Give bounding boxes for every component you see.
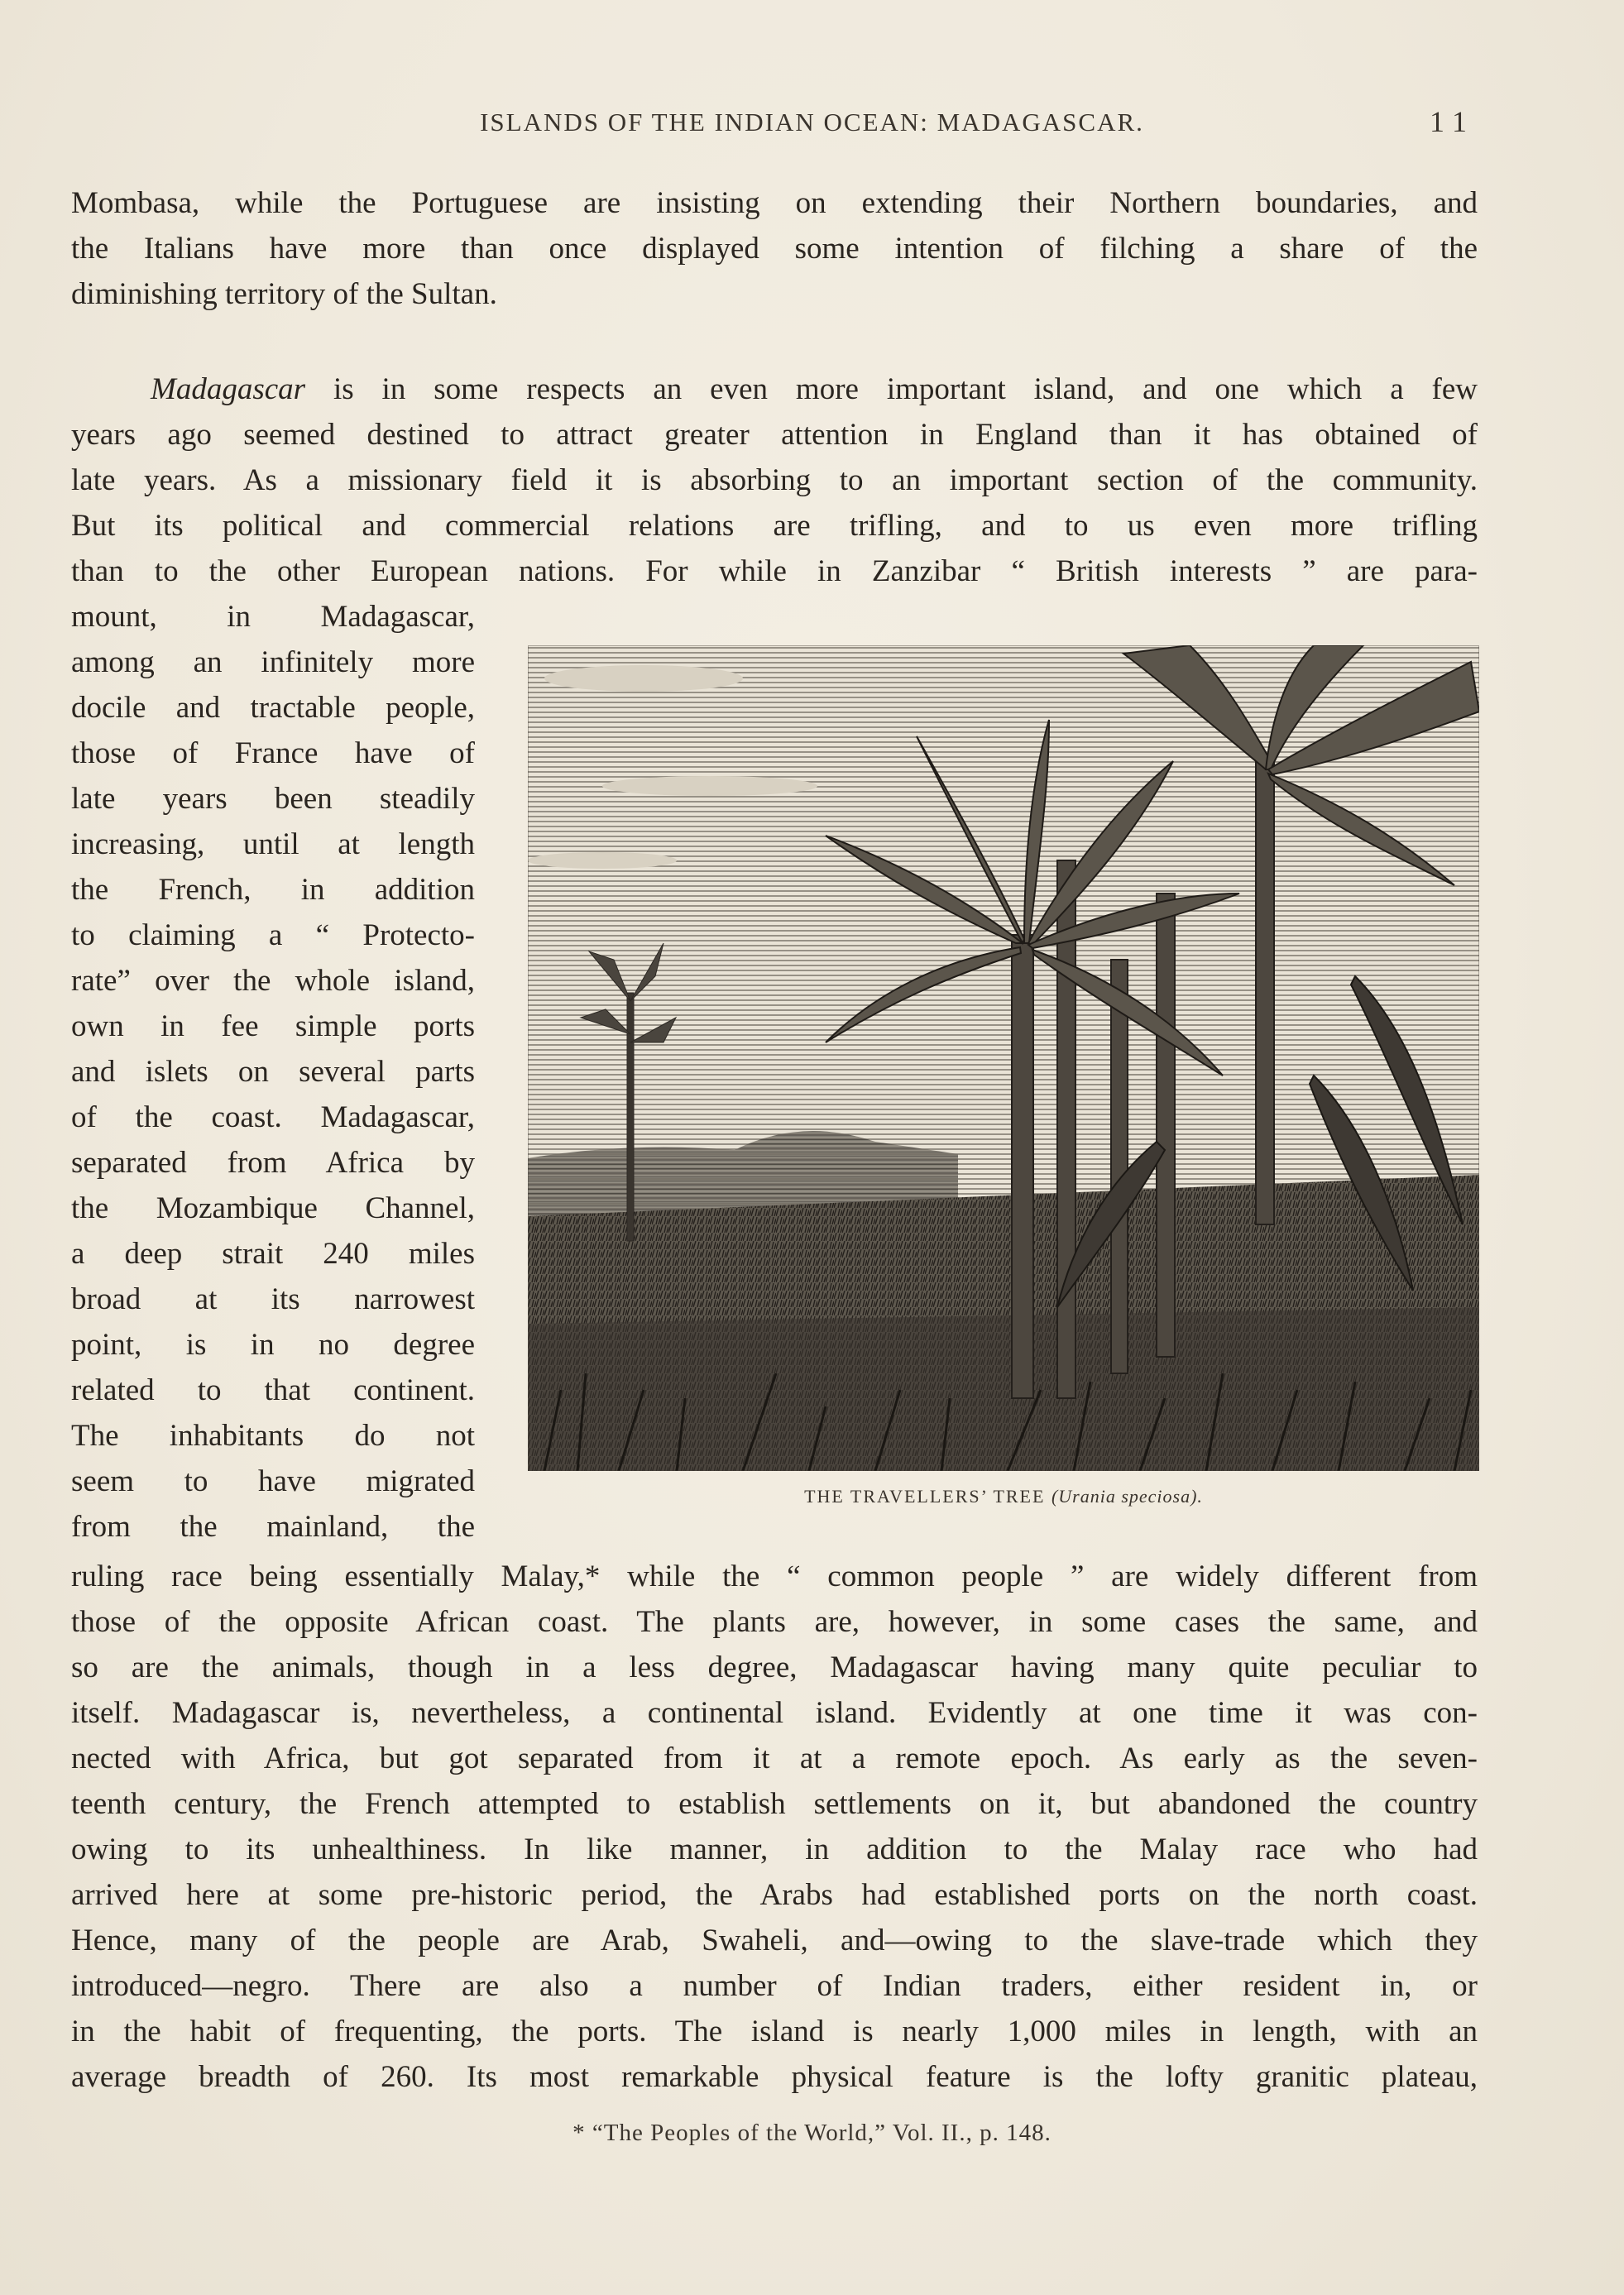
footnote: * “The Peoples of the World,” Vol. II., p. 148. xyxy=(572,2120,1052,2146)
text-line: of the coast. Madagascar, xyxy=(71,1100,475,1134)
text-line: introduced—negro. There are also a number of Indian traders, either resident in, or xyxy=(71,1969,1478,2003)
text-line: nected with Africa, but got separated from it at a remote epoch. As early as the seven- xyxy=(71,1742,1478,1775)
caption-latin: (Urania speciosa). xyxy=(1051,1486,1203,1507)
text-line: those of the opposite African coast. The plants are, however, in some cases the same, and xyxy=(71,1605,1478,1639)
text-line: The inhabitants do not xyxy=(71,1419,475,1453)
text-line: rate” over the whole island, xyxy=(71,964,475,998)
figure-caption xyxy=(528,1486,1479,1507)
text-line: Madagascar is in some respects an even more important island, and one which a few xyxy=(151,372,1478,406)
text-line: broad at its narrowest xyxy=(71,1282,475,1316)
text-line: and islets on several parts xyxy=(71,1055,475,1089)
text-line: late years been steadily xyxy=(71,782,475,816)
text-line: in the habit of frequenting, the ports. The island is nearly 1,000 miles in length, with an xyxy=(71,2015,1478,2048)
text-line: those of France have of xyxy=(71,736,475,770)
text-line: from the mainland, the xyxy=(71,1510,475,1544)
paragraph-2-top xyxy=(71,367,1478,594)
engraving-image xyxy=(528,645,1479,1471)
text-line: seem to have migrated xyxy=(71,1464,475,1498)
text-line: diminishing territory of the Sultan. xyxy=(71,277,497,311)
text-line: docile and tractable people, xyxy=(71,691,475,725)
text-line: separated from Africa by xyxy=(71,1146,475,1180)
paragraph-1 xyxy=(71,180,1478,317)
text-line: Mombasa, while the Portuguese are insisting on extending their Northern boundaries, and xyxy=(71,186,1478,220)
text-line: years ago seemed destined to attract greater attention in England than it has obtained of xyxy=(71,418,1478,452)
text-line: than to the other European nations. For while in Zanzibar “ British interests ” are para- xyxy=(71,554,1478,588)
text-line: owing to its unhealthiness. In like manner, in addition to the Malay race who had xyxy=(71,1833,1478,1866)
text-line: itself. Madagascar is, nevertheless, a continental island. Evidently at one time it was con- xyxy=(71,1696,1478,1730)
paragraph-2-bottom xyxy=(71,1554,1478,2100)
text-line: mount, in Madagascar, xyxy=(71,600,475,634)
text-line: so are the animals, though in a less degree, Madagascar having many quite peculiar to xyxy=(71,1651,1478,1684)
text-line: increasing, until at length xyxy=(71,827,475,861)
text-line: the Mozambique Channel, xyxy=(71,1191,475,1225)
page-number: 1 1 xyxy=(1430,105,1467,138)
text-line: the Italians have more than once displayed some intention of filching a share of the xyxy=(71,232,1478,266)
text-line: ruling race being essentially Malay,* while the “ common people ” are widely different from xyxy=(71,1560,1478,1593)
text-line: own in fee simple ports xyxy=(71,1009,475,1043)
text-line: teenth century, the French attempted to establish settlements on it, but abandoned the country xyxy=(71,1787,1478,1821)
italic-word: Madagascar xyxy=(151,372,306,406)
text-line: the French, in addition xyxy=(71,873,475,907)
text-line: to claiming a “ Protecto- xyxy=(71,918,475,952)
paragraph-2-narrow-column xyxy=(71,594,475,1550)
running-head: ISLANDS OF THE INDIAN OCEAN: MADAGASCAR. xyxy=(480,108,1144,137)
text-line: But its political and commercial relations are trifling, and to us even more trifling xyxy=(71,509,1478,543)
caption-main: THE TRAVELLERS’ TREE xyxy=(804,1486,1046,1507)
travellers-tree-illustration xyxy=(528,645,1479,1471)
text-line: arrived here at some pre-historic period, the Arabs had established ports on the north coast. xyxy=(71,1878,1478,1912)
text-line: a deep strait 240 miles xyxy=(71,1237,475,1271)
text-line: average breadth of 260. Its most remarkable physical feature is the lofty granitic plateau, xyxy=(71,2060,1478,2094)
text-line: related to that continent. xyxy=(71,1373,475,1407)
text-line: Hence, many of the people are Arab, Swaheli, and—owing to the slave-trade which they xyxy=(71,1924,1478,1957)
text-line: among an infinitely more xyxy=(71,645,475,679)
text-line: point, is in no degree xyxy=(71,1328,475,1362)
text-line: late years. As a missionary field it is absorbing to an important section of the community. xyxy=(71,463,1478,497)
